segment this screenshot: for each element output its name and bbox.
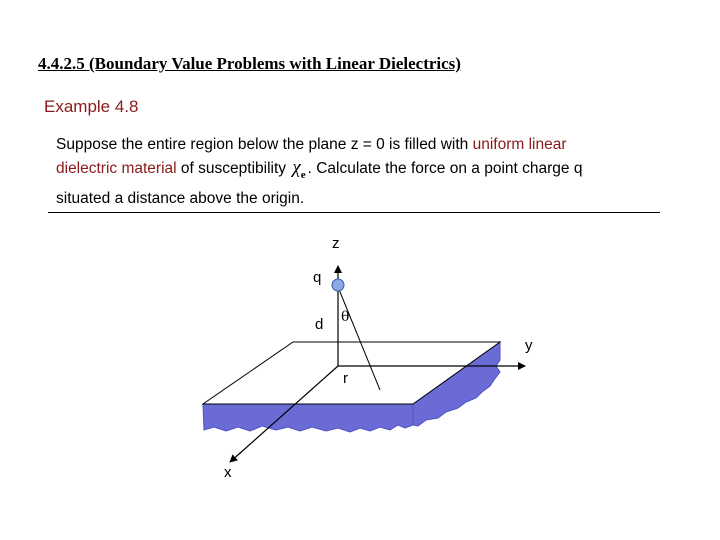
z-axis-label: z (332, 235, 340, 252)
charge-label: q (313, 269, 322, 286)
example-title: Example 4.8 (44, 97, 139, 116)
y-axis-label: y (525, 337, 533, 354)
highlight-dielectric-material: dielectric material (56, 160, 177, 177)
highlight-uniform-linear: uniform linear (472, 136, 567, 153)
section-title: 4.4.2.5 (Boundary Value Problems with Linear Dielectrics) (38, 54, 461, 73)
problem-line-1-text: Suppose the entire region below the plane z = 0 is filled with (56, 136, 473, 153)
problem-line-3: situated a distance above the origin. (56, 189, 305, 207)
chi-symbol: χ (292, 157, 301, 178)
chi-subscript: e (300, 168, 306, 181)
problem-line-2-text: of susceptibility (176, 160, 291, 177)
dielectric-slab-front (203, 404, 413, 432)
theta-label: θ (341, 309, 350, 325)
x-axis-label: x (224, 464, 232, 481)
problem-line-2-rest: . Calculate the force on a point charge q (307, 160, 583, 177)
distance-label: d (315, 316, 324, 333)
r-label: r (343, 370, 348, 387)
point-charge (332, 279, 344, 291)
